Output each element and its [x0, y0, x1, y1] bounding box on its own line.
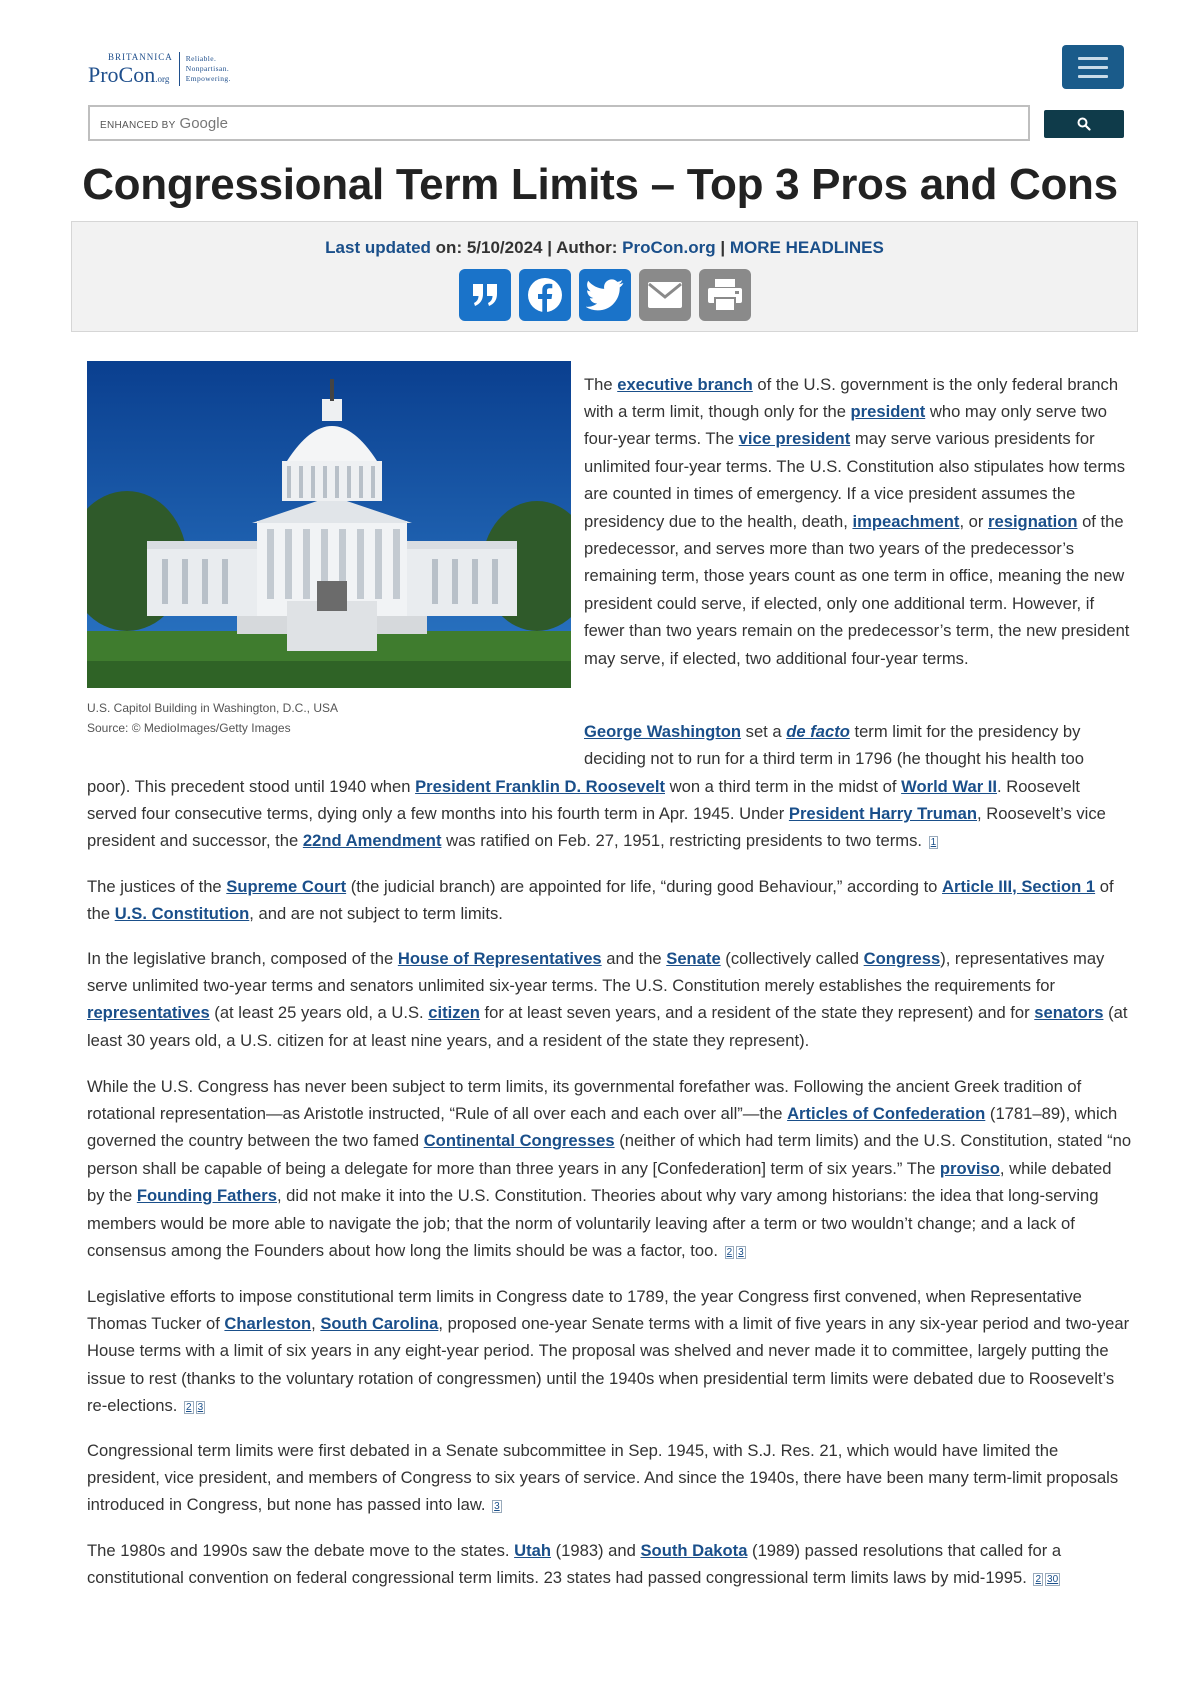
quote-icon [468, 278, 502, 312]
resignation-link[interactable]: resignation [988, 511, 1078, 531]
article-paragraph-4: In the legislative branch, composed of the House of Representatives and the Senate (collectively called Congress), representatives may serve unlimited two-year terms and senators unlimited six-year terms. The U.S. Constitution merely establishes the requirements for representatives (at least 25 years old, a U.S. citizen for at least seven years, and a resident of the state they represent) and for senators (at least 30 years old, a U.S. citizen for at least nine years, and a resident of the state they represent). [87, 948, 1128, 1050]
franklin-roosevelt-link[interactable]: President Franklin D. Roosevelt [415, 776, 665, 796]
print-icon [707, 278, 743, 312]
article-paragraph-3: The justices of the Supreme Court (the judicial branch) are appointed for life, “during good Behaviour,” according to Article III, Section 1 of the U.S. Constitution, and are not subject to term limits. [87, 876, 1114, 923]
executive-branch-link[interactable]: executive branch [617, 374, 753, 394]
us-constitution-link[interactable]: U.S. Constitution [114, 904, 250, 923]
twitter-share-button[interactable] [579, 269, 631, 321]
reference-link[interactable]: 2 [726, 1247, 733, 1259]
last-updated-date: 5/10/2024 [466, 238, 543, 257]
image-caption: U.S. Capitol Building in Washington, D.C., USA Source: © MedioImages/Getty Images [87, 698, 338, 738]
logo-tagline: Reliable. Nonpartisan. Empowering. [185, 54, 231, 83]
hamburger-menu-icon [1078, 57, 1108, 60]
article-meta-box [71, 221, 1138, 332]
logo-procon-text: ProCon.org [88, 61, 170, 87]
impeachment-link[interactable]: impeachment [852, 511, 960, 531]
reference-link[interactable]: 3 [738, 1247, 744, 1259]
print-button[interactable] [699, 269, 751, 321]
article-paragraph-1: The executive branch of the U.S. government is the only federal branch with a term limit, though only for the president who may only serve two four-year terms. The vice president may serve various presidents for unlimited four-year terms. The U.S. Constitution also stipulates how terms are counted in times of emergency. If a vice president assumes the presidency due to the health, death, impeachment, or resignation of the predecessor, and serves more than two years of the predecessor’s remaining term, those years count as one term in office, meaning the new president could serve, if elected, only one additional term. However, if fewer than two years remain on the predecessor’s term, the new president may serve, if elected, two additional four-year terms. [584, 374, 1130, 668]
logo-britannica-text: BRITANNICA [108, 51, 173, 62]
image-source: Source: © MedioImages/Getty Images [87, 721, 291, 735]
search-bar [88, 105, 1030, 141]
reference-link[interactable]: 2 [186, 1402, 192, 1414]
supreme-court-link[interactable]: Supreme Court [226, 876, 347, 896]
george-washington-link[interactable]: George Washington [584, 721, 742, 741]
article-paragraph-2: George Washington set a de facto term limit for the presidency by deciding not to run for a third term in 1796 (he thought his health too [584, 721, 1084, 768]
22nd-amendment-link[interactable]: 22nd Amendment [302, 831, 442, 851]
article-paragraph-8: The 1980s and 1990s saw the debate move to the states. Utah (1983) and South Dakota (1989) passed resolutions that called for a constitutional convention on federal congressional term limits. 23 states had passed congressional term limits laws by mid-1995. 2 30 [87, 1540, 1062, 1587]
founding-fathers-link[interactable]: Founding Fathers [136, 1186, 277, 1206]
email-icon [647, 281, 683, 309]
article-paragraph-6: Legislative efforts to impose constitutional term limits in Congress date to 1789, the year Congress first convened, when Representative Thomas Tucker of Charleston, South Carolina, proposed one-year Senate terms with a limit of five years in any six-year period and two-year House terms with a limit of six years in any eight-year period. The proposal was shelved and never made it to committee, largely putting the issue to rest (thanks to the voluntary rotation of congressmen) until the 1940s when presidential term limits were debated due to Roosevelt’s re-elections. 2 3 [87, 1286, 1130, 1416]
more-headlines-link[interactable]: MORE HEADLINES [729, 238, 884, 257]
capitol-building-image [87, 361, 571, 688]
reference-link[interactable]: 3 [494, 1501, 500, 1513]
senate-link[interactable]: Senate [666, 948, 721, 968]
reference-link[interactable]: 1 [930, 837, 937, 849]
south-dakota-link[interactable]: South Dakota [640, 1540, 748, 1560]
article-meta-line: Last updated on: 5/10/2024 | Author: ProCon.org | MORE HEADLINES [325, 238, 884, 257]
twitter-icon [586, 279, 624, 311]
world-war-ii-link[interactable]: World War II [901, 776, 997, 796]
cite-button[interactable] [459, 269, 511, 321]
south-carolina-link[interactable]: South Carolina [320, 1314, 439, 1333]
reference-link[interactable]: 30 [1047, 1574, 1059, 1585]
search-input[interactable] [228, 106, 1028, 140]
search-button[interactable] [1044, 110, 1124, 138]
article-paragraph-2-continued: poor). This precedent stood until 1940 when President Franklin D. Roosevelt won a third term in the midst of World War II. Roosevelt served four consecutive terms, dying only a few months into his fourth term in Apr. 1945. Under President Harry Truman, Roosevelt’s vice president and successor, the 22nd Amendment was ratified on Feb. 27, 1951, restricting presidents to two terms. 1 [87, 776, 1106, 851]
house-of-representatives-link[interactable]: House of Representatives [397, 948, 602, 968]
citizen-link[interactable]: citizen [428, 1003, 480, 1023]
proviso-link[interactable]: proviso [939, 1158, 1000, 1178]
de-facto-link[interactable]: de facto [786, 721, 850, 741]
reference-link[interactable]: 2 [1035, 1574, 1042, 1585]
facebook-icon [526, 276, 564, 314]
magnifier-icon [1077, 117, 1091, 131]
share-buttons [72, 269, 1137, 321]
president-link[interactable]: president [850, 402, 926, 421]
articles-of-confederation-link[interactable]: Articles of Confederation [787, 1104, 986, 1123]
search-branding: ENHANCED BY Google [100, 114, 228, 132]
email-share-button[interactable] [639, 269, 691, 321]
charleston-link[interactable]: Charleston [224, 1314, 312, 1333]
representatives-link[interactable]: representatives [87, 1003, 210, 1023]
page-title: Congressional Term Limits – Top 3 Pros and Cons [82, 160, 1118, 209]
procon-logo[interactable] [88, 52, 231, 86]
vice-president-link[interactable]: vice president [738, 429, 851, 449]
harry-truman-link[interactable]: President Harry Truman [788, 804, 978, 823]
congress-link[interactable]: Congress [863, 948, 941, 968]
menu-button[interactable] [1062, 45, 1124, 89]
logo-divider [179, 52, 180, 86]
facebook-share-button[interactable] [519, 269, 571, 321]
continental-congresses-link[interactable]: Continental Congresses [423, 1131, 615, 1151]
article-paragraph-7: Congressional term limits were first debated in a Senate subcommittee in Sep. 1945, with S.J. Res. 21, which would have limited the president, vice president, and members of Congress to six years of service. And since the 1940s, there have been many term-limit proposals introduced in Congress, but none has passed into law. 3 [87, 1440, 1119, 1515]
author-link[interactable]: ProCon.org [622, 238, 716, 257]
utah-link[interactable]: Utah [514, 1540, 551, 1560]
article-iii-link[interactable]: Article III, Section 1 [942, 876, 1096, 896]
article-paragraph-5: While the U.S. Congress has never been subject to term limits, its governmental forefather was. Following the ancient Greek tradition of rotational representation—as Aristotle instructed, “Rule of all over each and each over all”—the Articles of Confederation (1781–89), which governed the country between the two famed Continental Congresses (neither of which had term limits) and the U.S. Constitution, stated “no person shall be capable of being a delegate for more than three years in any [Confederation] term of six years.” The proviso, while debated by the Founding Fathers, did not make it into the U.S. Constitution. Theories about why vary among historians: the idea that long-serving members would be more able to navigate the job; that the norm of voluntarily leaving after a term or two wouldn’t change; and a lack of consensus among the Founders about how long the limits should be was a factor, too. 2 3 [87, 1076, 1132, 1261]
senators-link[interactable]: senators [1034, 1003, 1104, 1023]
reference-link[interactable]: 3 [197, 1402, 204, 1414]
